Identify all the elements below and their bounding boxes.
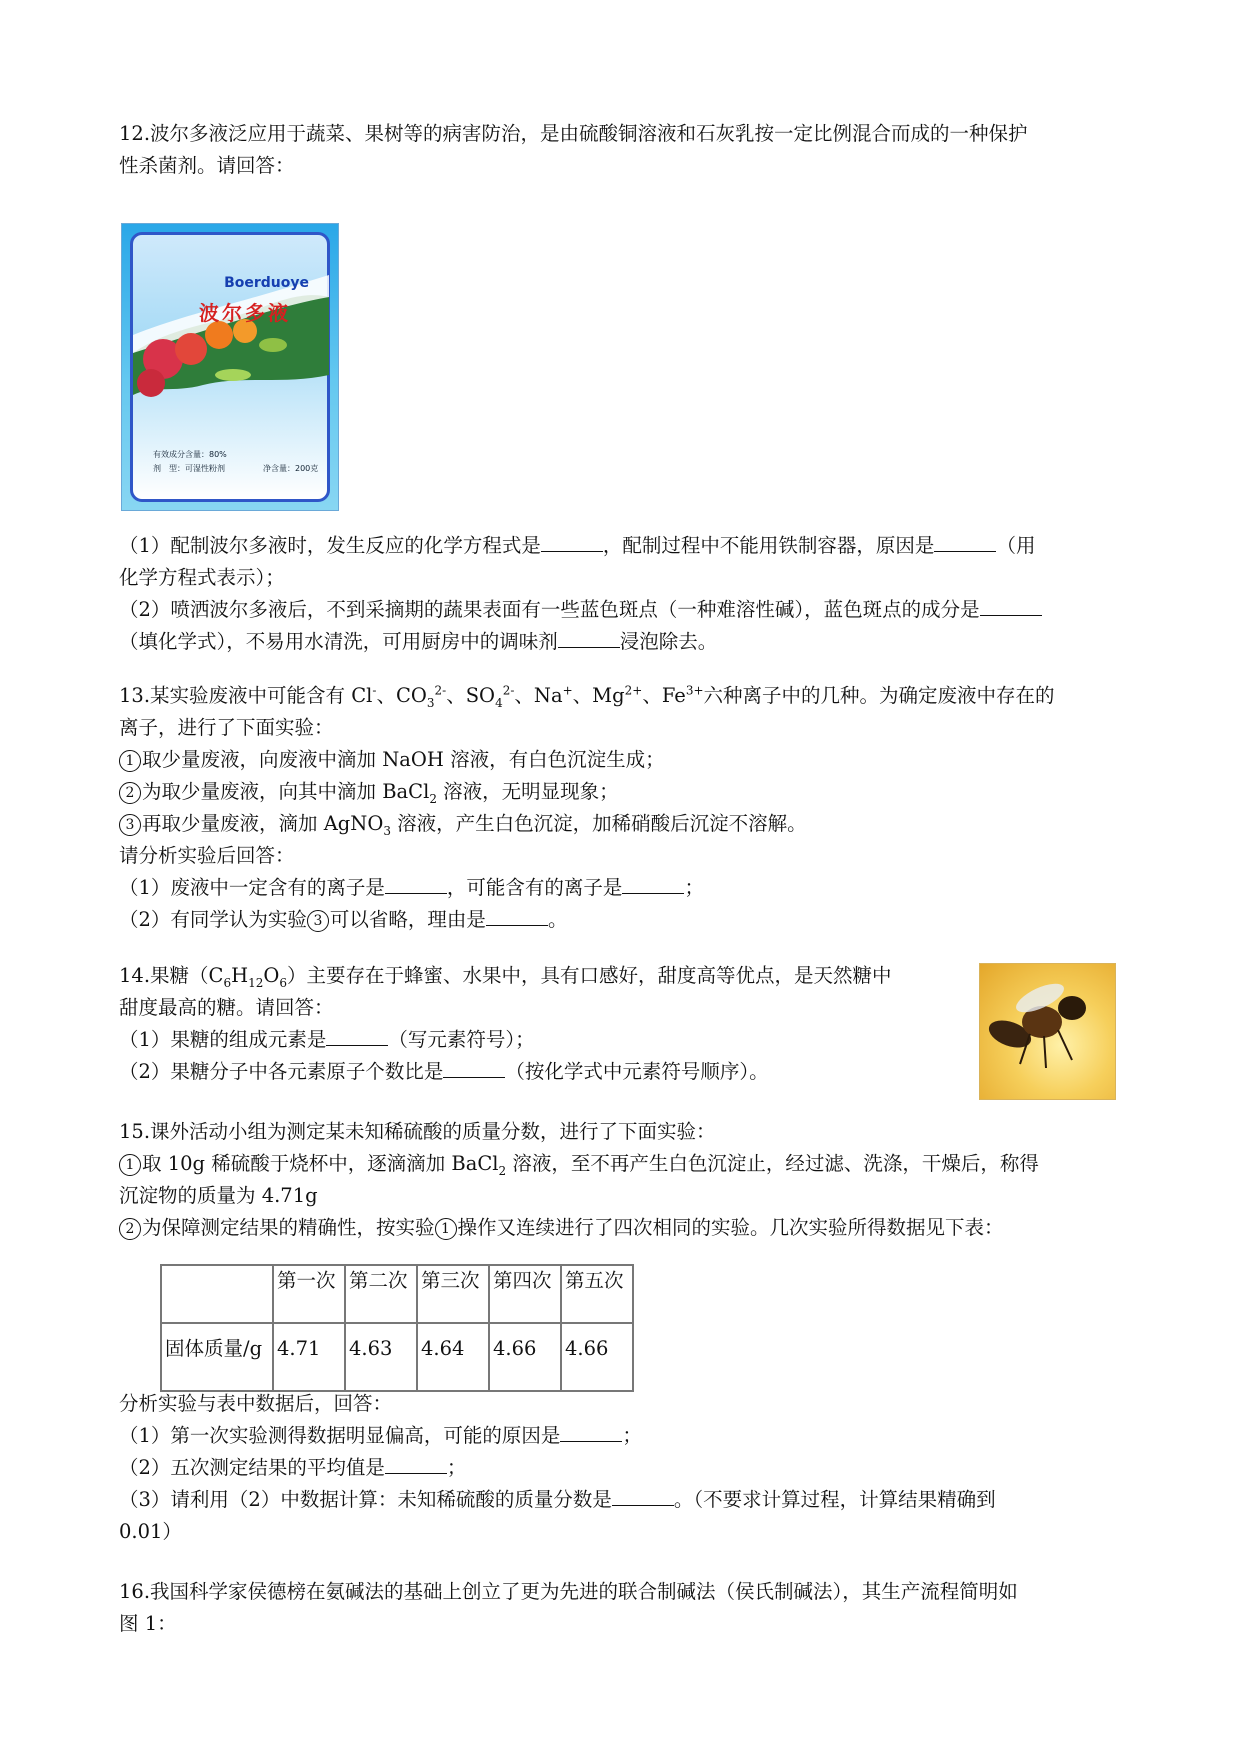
product-content-line: 有效成分含量：80% [153,450,227,459]
q15-p2-b: ； [446,1456,467,1479]
table-row [161,1323,633,1391]
q13-p1-c: ； [684,876,704,899]
q14-p1-a: （1）果糖的组成元素是 [119,1028,327,1051]
q15-p1-b: ； [622,1424,642,1447]
q12-p2-text-a: （2）喷洒波尔多液后，不到采摘期的蔬果表面有一些蓝色斑点（一种难溶性碱），蓝色斑点的成分是 [119,598,980,621]
q15-p3-c: 0.01） [119,1520,182,1543]
q14-p2-a: （2）果糖分子中各元素原子个数比是 [119,1060,444,1083]
q12-part1 [119,530,1125,594]
table-cell: 4.66 [561,1323,633,1391]
q15-p1-a: （1）第一次实验测得数据明显偏高，可能的原因是 [119,1424,561,1447]
table-cell: 4.66 [489,1323,561,1391]
table-header-cell: 第四次 [489,1265,561,1323]
circled-number: 3 [119,814,141,836]
q16-stem-line2: 图 1： [119,1612,177,1635]
q14-p1-b: （写元素符号）； [388,1028,535,1051]
experiment-data-table [160,1264,634,1392]
q16-block [119,1576,1125,1640]
answer-blank[interactable] [385,875,447,894]
q12-stem [119,118,1125,182]
q15-step1-b: 溶液，至不再产生白色沉淀止，经过滤、洗涤，干燥后，称得 [506,1152,1039,1175]
q13-step2-b: 溶液，无明显现象； [436,780,619,803]
q15-step1-a: 取 10g 稀硫酸于烧杯中，逐滴滴加 BaCl [142,1152,499,1175]
q14-stem-b: ）主要存在于蜂蜜、水果中，具有口感好，甜度高等优点，是天然糖中 [287,964,892,987]
answer-blank[interactable] [486,907,548,926]
answer-blank[interactable] [612,1487,674,1506]
q12-p1-text-b: ，配制过程中不能用铁制容器，原因是 [602,534,935,557]
answer-blank[interactable] [980,597,1042,616]
bee-icon [980,964,1116,1100]
table-header-cell: 第二次 [345,1265,417,1323]
answer-blank[interactable] [558,629,620,648]
table-header-cell: 第三次 [417,1265,489,1323]
table-cell: 4.71 [273,1323,345,1391]
table-row-label: 固体质量/g [161,1323,273,1391]
circled-number: 1 [119,750,141,772]
q12-p2-text-b: （填化学式），不易用水清洗，可用厨房中的调味剂 [119,630,558,653]
q12-p1-text-c: （用 [996,534,1036,557]
circled-number: 2 [119,1218,141,1240]
table-header-cell [161,1265,273,1323]
q12-stem-line1: 12.波尔多液泛应用于蔬菜、果树等的病害防治，是由硫酸铜溶液和石灰乳按一定比例混合而成的一种保护 [119,122,1028,145]
q15-stem: 15.课外活动小组为测定某未知稀硫酸的质量分数，进行了下面实验： [119,1120,716,1143]
q14-stem-line2: 甜度最高的糖。请回答： [119,996,334,1019]
q13-ask: 请分析实验后回答： [119,844,295,867]
circled-number: 1 [435,1218,457,1240]
q15-step2-b: 操作又连续进行了四次相同的实验。几次实验所得数据见下表： [457,1216,1004,1239]
q15-step1-c: 沉淀物的质量为 4.71g [119,1184,318,1207]
q12-part2 [119,594,1125,658]
table-cell: 4.63 [345,1323,417,1391]
q13-p2-c: 。 [547,908,568,931]
q15-questions [119,1388,1125,1548]
bordeaux-mixture-product-image [121,223,339,511]
q13-step3-a: 再取少量废液，滴加 AgNO [142,812,384,835]
table-header-row [161,1265,633,1323]
q13-p2-a: （2）有同学认为实验 [119,908,307,931]
q13-block: 13.某实验废液中可能含有 Cl-、$CO_3^{2-}$、$SO_4^{2-}$、Na+、$Mg^{2+}$、$Fe^{3+}$六种离子中的几种。为确定废液中存在的 离子，进行了下面实验： 1 取少量废液，向废液中滴加 NaOH 溶液，有白色沉淀生成； 2 为取少量废液，向其中滴加 BaCl$_2$ 溶液，无明显现象； 3 再取少量废液，滴加 AgNO$_3$ 溶液，产生白色沉淀，加稀硝酸后沉淀不溶解。 请分析实验后回答： （1）废液中一定含有的离子是 ，可能含有的离子是 ； （2）有同学认为实验 3 可以省略，理由是 。 [119,680,1125,936]
product-weight-line: 净含量：200克 [263,464,319,473]
circled-number: 1 [119,1154,141,1176]
answer-blank[interactable] [541,533,603,552]
q15-after: 分析实验与表中数据后，回答： [119,1392,393,1415]
q15-step2-a: 为保障测定结果的精确性，按实验 [142,1216,435,1239]
q13-p1-a: （1）废液中一定含有的离子是 [119,876,385,899]
q13-p1-b: ，可能含有的离子是 [446,876,623,899]
table-header-cell: 第一次 [273,1265,345,1323]
q12-p1-text-a: （1）配制波尔多液时，发生反应的化学方程式是 [119,534,541,557]
q16-stem-line1: 16.我国科学家侯德榜在氨碱法的基础上创立了更为先进的联合制碱法（侯氏制碱法），其生产流程简明如 [119,1580,1018,1603]
q14-p2-b: （按化学式中元素符号顺序）。 [505,1060,769,1083]
q14-stem-a: 14.果糖（C [119,964,224,987]
q13-stem-b: 六种离子中的几种。为确定废液中存在的 [703,684,1055,707]
q13-stem-line2: 离子，进行了下面实验： [119,716,334,739]
answer-blank[interactable] [443,1059,505,1078]
q13-step3-b: 溶液，产生白色沉淀，加稀硝酸后沉淀不溶解。 [390,812,807,835]
q14-block: 14.果糖$(C_6H_{12}O_6)$主要存在于蜂蜜、水果中，具有口感好，甜度高等优点，是天然糖中 甜度最高的糖。请回答： （1）果糖的组成元素是 （写元素符号）； （2）果糖分子中各元素原子个数比是 （按化学式中元素符号顺序）。 [119,960,969,1088]
product-name: 波尔多液 [199,301,291,325]
q12-p2-text-c: 浸泡除去。 [619,630,718,653]
q13-p2-b: 可以省略，理由是 [329,908,486,931]
q13-step1: 取少量废液，向废液中滴加 NaOH 溶液，有白色沉淀生成； [142,748,665,771]
answer-blank[interactable] [934,533,996,552]
answer-blank[interactable] [385,1455,447,1474]
honeybee-image [979,963,1116,1100]
q15-p2-a: （2）五次测定结果的平均值是 [119,1456,385,1479]
answer-blank[interactable] [326,1027,388,1046]
circled-number: 2 [119,782,141,804]
product-brand: Boerduoye [224,275,309,291]
q15-p3-a: （3）请利用（2）中数据计算：未知稀硫酸的质量分数是 [119,1488,612,1511]
q13-stem-a: 13.某实验废液中可能含有 Cl [119,684,373,707]
table-header-cell: 第五次 [561,1265,633,1323]
q12-p1-text-d: 化学方程式表示）； [119,566,285,589]
answer-blank[interactable] [560,1423,622,1442]
table-cell: 4.64 [417,1323,489,1391]
q15-p3-b: 。（不要求计算过程，计算结果精确到 [673,1488,996,1511]
q12-stem-line2: 性杀菌剂。请回答： [119,154,295,177]
circled-number: 3 [307,910,329,932]
product-label [130,232,330,502]
q13-step2-a: 为取少量废液，向其中滴加 BaCl [142,780,430,803]
answer-blank[interactable] [622,875,684,894]
product-form-line: 剂 型：可湿性粉剂 [153,464,225,473]
q15-block: 15.课外活动小组为测定某未知稀硫酸的质量分数，进行了下面实验： 1 取 10g 稀硫酸于烧杯中，逐滴滴加 BaCl$_2$ 溶液，至不再产生白色沉淀止，经过滤、洗涤，干燥后，称得 沉淀物的质量为 4.71g 2 为保障测定结果的精确性，按实验 1 操作又连续进行了四次相同的实验。几次实验所得数据见下表： [119,1116,1125,1244]
